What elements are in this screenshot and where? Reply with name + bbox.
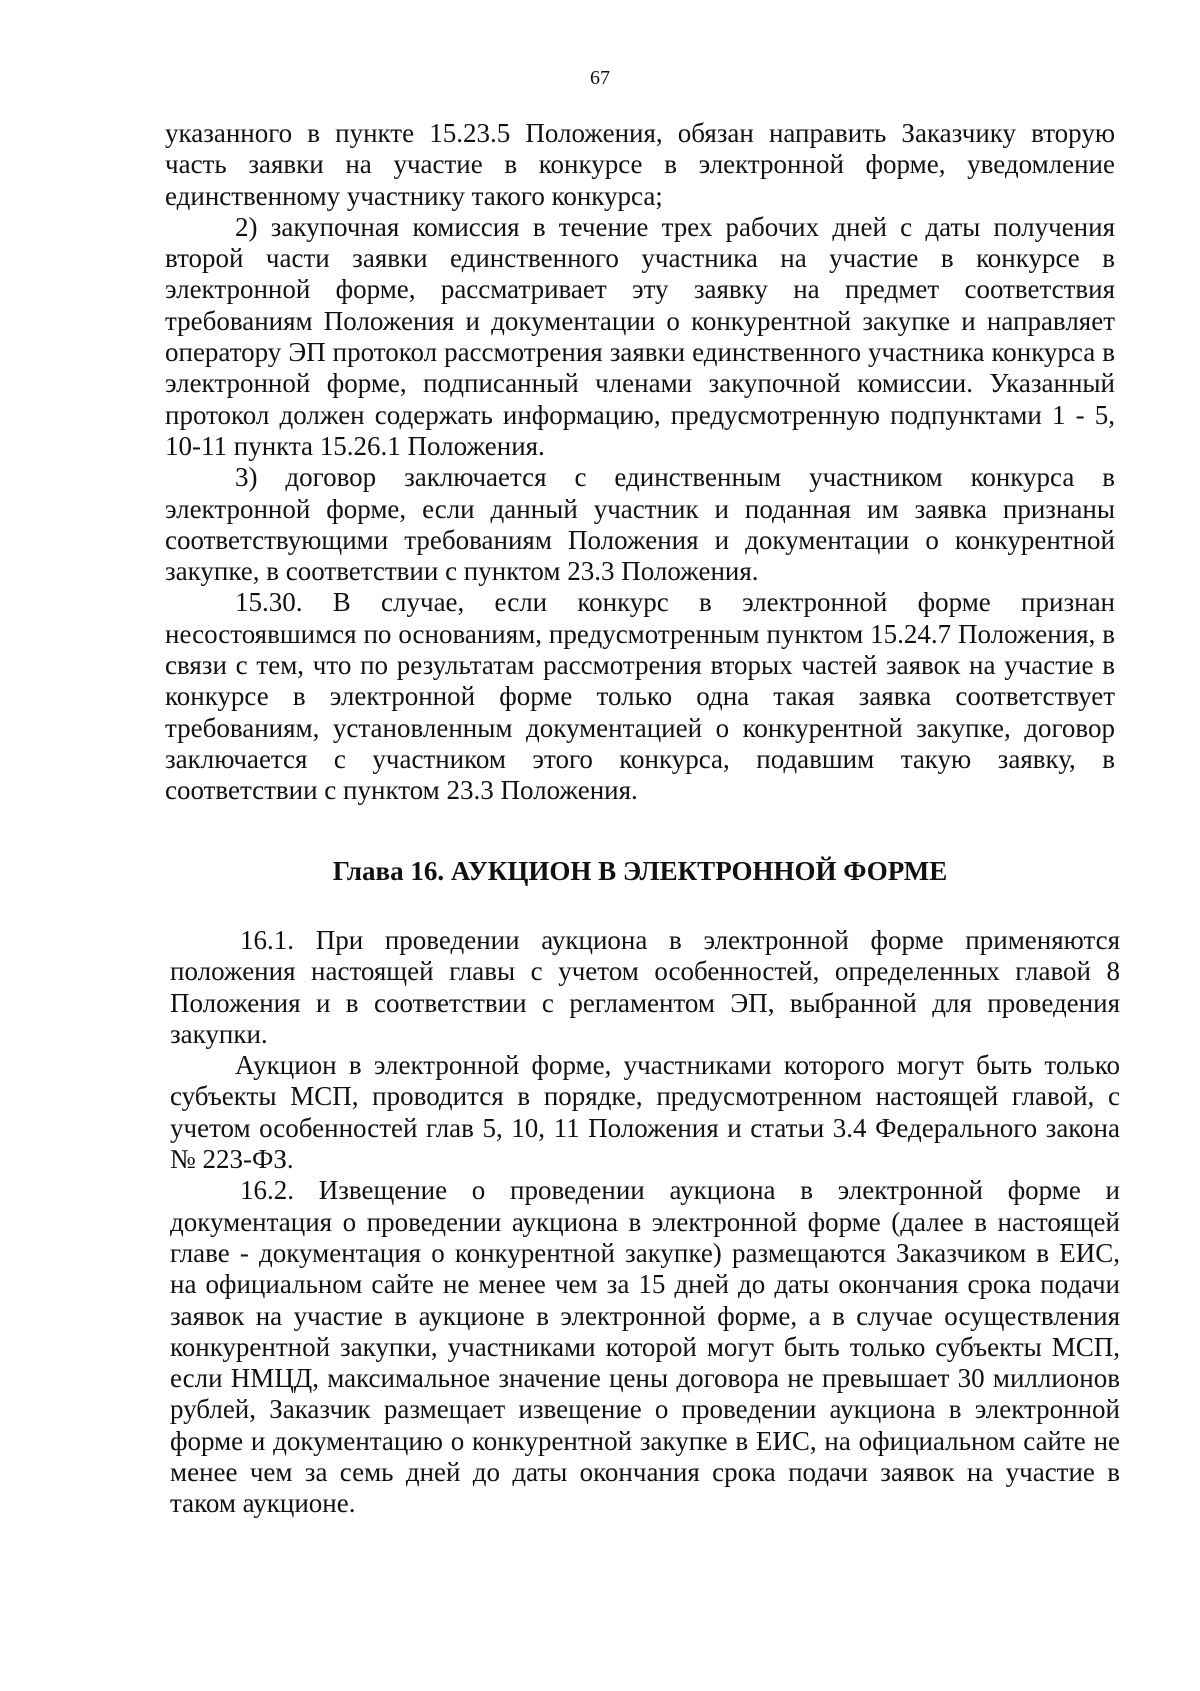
- paragraph-16-2: 16.2. Извещение о проведении аукциона в электронной форме и документация о проведении аукциона в электронной форме (далее в настоящей главе - документация о конкурентной закупке) размещаются Заказчиком в ЕИС, на официальном сайте не менее чем за 15 дней до даты окончания срока подачи заявок на участие в аукционе в электронной форме, а в случае осуществления конкурентной закупки, участниками которой могут быть только субъекты МСП, если НМЦД, максимальное значение цены договора не превышает 30 миллионов рублей, Заказчик размещает извещение о проведении аукциона в электронной форме и документацию о конкурентной закупке в ЕИС, на официальном сайте не менее чем за семь дней до даты окончания срока подачи заявок на участие в таком аукционе.: [170, 1175, 1120, 1519]
- paragraph-continuation: указанного в пункте 15.23.5 Положения, обязан направить Заказчику вторую часть заявки на участие в конкурсе в электронной форме, уведомление единственному участнику такого конкурса;: [165, 118, 1115, 211]
- chapter-heading-wrapper: [165, 856, 1115, 887]
- document-body-top: [165, 118, 1115, 807]
- document-body-bottom: [170, 925, 1120, 1520]
- paragraph-16-1: 16.1. При проведении аукциона в электронной форме применяются положения настоящей главы с учетом особенностей, определенных главой 8 Положения и в соответствии с регламентом ЭП, выбранной для проведения закупки.: [170, 925, 1120, 1049]
- paragraph-item-3: 3) договор заключается с единственным участником конкурса в электронной форме, если данный участник и поданная им заявка признаны соответствующими требованиям Положения и документации о конкурентной закупке, в соответствии с пунктом 23.3 Положения.: [165, 462, 1115, 587]
- paragraph-15-30: 15.30. В случае, если конкурс в электронной форме признан несостоявшимся по основаниям, предусмотренным пунктом 15.24.7 Положения, в связи с тем, что по результатам рассмотрения вторых частей заявок на участие в конкурсе в электронной форме только одна такая заявка соответствует требованиям, установленным документацией о конкурентной закупке, договор заключается с участником этого конкурса, подавшим такую заявку, в соответствии с пунктом 23.3 Положения.: [165, 587, 1115, 806]
- chapter-title: Глава 16. АУКЦИОН В ЭЛЕКТРОННОЙ ФОРМЕ: [332, 856, 948, 886]
- page-number: 67: [590, 67, 610, 89]
- paragraph-msp-auction: Аукцион в электронной форме, участниками которого могут быть только субъекты МСП, проводится в порядке, предусмотренном настоящей главой, с учетом особенностей глав 5, 10, 11 Положения и статьи 3.4 Федерального закона № 223-ФЗ.: [170, 1050, 1120, 1175]
- paragraph-item-2: 2) закупочная комиссия в течение трех рабочих дней с даты получения второй части заявки единственного участника на участие в конкурсе в электронной форме, рассматривает эту заявку на предмет соответствия требованиям Положения и документации о конкурентной закупке и направляет оператору ЭП протокол рассмотрения заявки единственного участника конкурса в электронной форме, подписанный членами закупочной комиссии. Указанный протокол должен содержать информацию, предусмотренную подпунктами 1 - 5, 10-11 пункта 15.26.1 Положения.: [165, 211, 1115, 461]
